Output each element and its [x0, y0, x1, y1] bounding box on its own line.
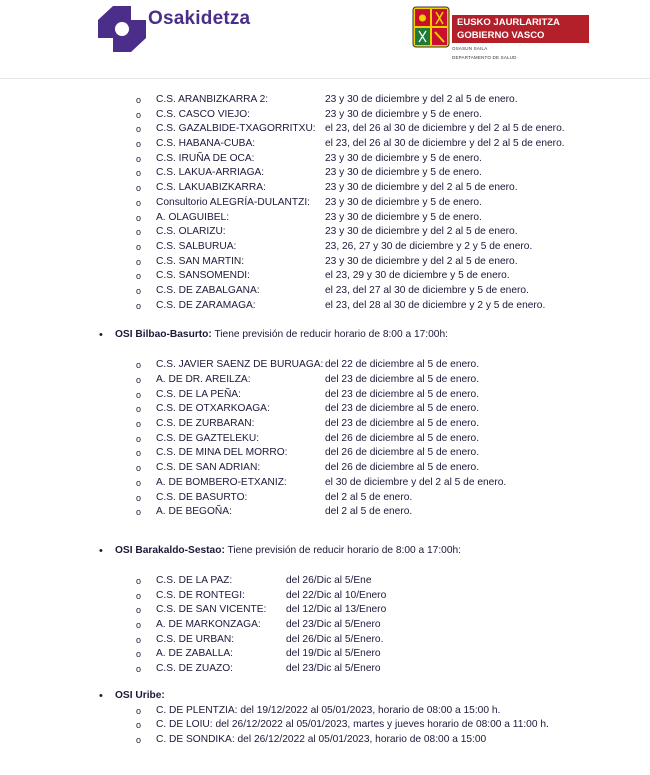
center-name: C.S. LAKUABIZKARRA:: [156, 182, 266, 194]
center-dates: del 2 al 5 de enero.: [325, 491, 413, 503]
center-dates: del 26 de diciembre al 5 de enero.: [325, 462, 480, 474]
center-name: C.S. HABANA-CUBA:: [156, 138, 256, 150]
circle-bullet-icon: o: [136, 241, 142, 252]
center-name: A. DE ZABALLA:: [156, 648, 234, 660]
dept-line-2: DEPARTAMENTO DE SALUD: [452, 55, 517, 60]
center-dates: 23 y 30 de diciembre y 5 de enero.: [325, 108, 482, 120]
list-item: [0, 402, 650, 417]
list-item: [0, 181, 650, 196]
center-name: C.S. DE URBAN:: [156, 633, 235, 645]
circle-bullet-icon: o: [136, 705, 142, 716]
list-item: [0, 432, 650, 447]
document-body: [0, 93, 650, 748]
section-title: OSI Uribe:: [115, 689, 165, 701]
center-name: C.S. OLARIZU:: [156, 226, 226, 238]
circle-bullet-icon: o: [136, 575, 142, 586]
circle-bullet-icon: o: [136, 168, 142, 179]
list-item: [0, 269, 650, 284]
center-dates: el 23, del 26 al 30 de diciembre y del 2 al 5 de enero.: [325, 123, 565, 135]
list-item: [0, 152, 650, 167]
center-dates: el 23, del 26 al 30 de diciembre y del 2 al 5 de enero.: [325, 138, 565, 150]
group-araba-list: [0, 93, 650, 313]
list-item: [0, 491, 650, 506]
gov-line-2: GOBIERNO VASCO: [457, 30, 545, 41]
center-name: C.S. DE LA PAZ:: [156, 574, 233, 586]
government-banner: [452, 15, 589, 43]
page-header: [0, 0, 650, 80]
center-dates: del 26 de diciembre al 5 de enero.: [325, 447, 480, 459]
center-name: A. DE DR. AREILZA:: [156, 374, 251, 385]
list-item: [0, 589, 650, 604]
list-item: [0, 603, 650, 618]
list-item: [0, 618, 650, 633]
list-item: [0, 93, 650, 108]
circle-bullet-icon: o: [136, 492, 142, 503]
center-dates: 23 y 30 de diciembre y 5 de enero.: [325, 211, 482, 223]
list-item: [0, 417, 650, 432]
list-item: [0, 718, 650, 733]
list-item: [0, 704, 650, 719]
circle-bullet-icon: o: [136, 720, 142, 731]
center-name: C.S. DE LA PEÑA:: [156, 388, 241, 400]
list-item: [0, 211, 650, 226]
list-item: [0, 166, 650, 181]
section-bilbao-basurto: [0, 328, 650, 343]
circle-bullet-icon: o: [136, 271, 142, 282]
circle-bullet-icon: o: [136, 183, 142, 194]
list-item: [0, 388, 650, 403]
center-name: C.S. SAN MARTIN:: [156, 255, 245, 267]
center-name: C.S. SANSOMENDI:: [156, 270, 250, 282]
circle-bullet-icon: o: [136, 375, 142, 385]
center-dates: del 22/Dic al 10/Enero: [286, 589, 387, 601]
center-name: C.S. LAKUA-ARRIAGA:: [156, 167, 265, 179]
list-item: [0, 137, 650, 152]
circle-bullet-icon: o: [136, 433, 142, 444]
center-dates: 23 y 30 de diciembre y 5 de enero.: [325, 152, 482, 164]
center-dates: el 30 de diciembre y del 2 al 5 de enero.: [325, 476, 507, 488]
dept-line-1: OSASUN SAILA: [452, 46, 488, 51]
circle-bullet-icon: o: [136, 124, 142, 135]
center-dates: el 23, del 28 al 30 de diciembre y 2 y 5 de enero.: [325, 299, 546, 311]
center-name: C.S. IRUÑA DE OCA:: [156, 152, 255, 164]
center-dates: del 23 de diciembre al 5 de enero.: [325, 403, 480, 415]
section-title: OSI Barakaldo-Sestao:: [115, 544, 225, 556]
circle-bullet-icon: o: [136, 590, 142, 601]
item-text: C. DE LOIU: del 26/12/2022 al 05/01/2023, martes y jueves horario de 08:00 a 11:00 h.: [156, 719, 549, 731]
center-dates: 23 y 30 de diciembre y 5 de enero.: [325, 167, 482, 179]
list-item: [0, 647, 650, 662]
center-name: Consultorio ALEGRÍA-DULANTZI:: [156, 196, 310, 208]
list-item: [0, 446, 650, 461]
circle-bullet-icon: o: [136, 507, 142, 518]
bullet-icon: •: [99, 329, 103, 342]
gov-line-1: EUSKO JAURLARITZA: [457, 17, 560, 28]
center-name: C.S. JAVIER SAENZ DE BURUAGA:: [156, 359, 324, 371]
center-name: C.S. DE GAZTELEKU:: [156, 432, 260, 444]
circle-bullet-icon: o: [136, 664, 142, 674]
circle-bullet-icon: o: [136, 404, 142, 415]
circle-bullet-icon: o: [136, 634, 142, 645]
center-dates: 23 y 30 de diciembre y 5 de enero.: [325, 196, 482, 208]
circle-bullet-icon: o: [136, 197, 142, 208]
group-bilbao-list: [0, 358, 650, 520]
circle-bullet-icon: o: [136, 477, 142, 488]
center-name: C.S. DE BASURTO:: [156, 491, 248, 503]
group-barakaldo-list: [0, 574, 650, 677]
list-item: [0, 373, 650, 388]
center-name: C.S. SALBURUA:: [156, 240, 237, 252]
circle-bullet-icon: o: [136, 212, 142, 223]
circle-bullet-icon: o: [136, 419, 142, 430]
list-item: [0, 196, 650, 211]
center-dates: 23 y 30 de diciembre y del 2 al 5 de enero.: [325, 94, 518, 105]
center-dates: del 26 de diciembre al 5 de enero.: [325, 432, 480, 444]
center-dates: del 26/Dic al 5/Ene: [286, 574, 372, 586]
circle-bullet-icon: o: [136, 463, 142, 474]
list-item: [0, 574, 650, 589]
list-item: [0, 476, 650, 491]
center-name: C.S. CASCO VIEJO:: [156, 108, 250, 120]
circle-bullet-icon: o: [136, 605, 142, 616]
center-name: C.S. DE OTXARKOAGA:: [156, 403, 270, 415]
bullet-icon: •: [99, 689, 103, 702]
circle-bullet-icon: o: [136, 360, 142, 371]
center-dates: 23 y 30 de diciembre y del 2 al 5 de enero.: [325, 226, 518, 238]
header-divider: [0, 78, 650, 79]
list-item: [0, 662, 650, 677]
circle-bullet-icon: o: [136, 227, 142, 238]
center-dates: del 12/Dic al 13/Enero: [286, 604, 387, 616]
center-name: C.S. DE ZABALGANA:: [156, 284, 260, 296]
osakidetza-cross-icon: [98, 6, 146, 52]
circle-bullet-icon: o: [136, 285, 142, 296]
center-dates: 23 y 30 de diciembre y del 2 al 5 de enero.: [325, 182, 518, 194]
coat-of-arms-icon: [412, 6, 450, 48]
center-name: C.S. ARANBIZKARRA 2:: [156, 94, 269, 105]
list-item: [0, 299, 650, 314]
center-name: A. DE MARKONZAGA:: [156, 618, 261, 630]
center-name: A. OLAGUIBEL:: [156, 211, 230, 223]
brand-name: Osakidetza: [148, 8, 251, 29]
circle-bullet-icon: o: [136, 153, 142, 164]
list-item: [0, 505, 650, 520]
group-uribe-list: [0, 704, 650, 748]
section-barakaldo-sestao: [0, 544, 650, 559]
list-item: [0, 358, 650, 373]
center-dates: del 19/Dic al 5/Enero: [286, 648, 381, 660]
center-dates: 23 y 30 de diciembre y del 2 al 5 de enero.: [325, 255, 518, 267]
item-text: C. DE PLENTZIA: del 19/12/2022 al 05/01/2023, horario de 08:00 a 15:00 h.: [156, 704, 501, 716]
center-dates: el 23, del 27 al 30 de diciembre y 5 de enero.: [325, 284, 529, 296]
center-name: C.S. DE SAN ADRIAN:: [156, 462, 261, 474]
section-desc: Tiene previsión de reducir horario de 8:00 a 17:00h:: [224, 544, 462, 556]
circle-bullet-icon: o: [136, 735, 142, 746]
item-text: C. DE SONDIKA: del 26/12/2022 al 05/01/2023, horario de 08:00 a 15:00: [156, 734, 487, 746]
list-item: [0, 461, 650, 476]
list-item: [0, 122, 650, 137]
center-dates: 23, 26, 27 y 30 de diciembre y 2 y 5 de enero.: [325, 240, 533, 252]
section-uribe: [0, 689, 650, 704]
center-name: C.S. DE ZUAZO:: [156, 663, 233, 674]
center-dates: del 23 de diciembre al 5 de enero.: [325, 418, 480, 430]
list-item: [0, 240, 650, 255]
circle-bullet-icon: o: [136, 619, 142, 630]
center-name: A. DE BEGOÑA:: [156, 506, 232, 518]
circle-bullet-icon: o: [136, 389, 142, 400]
center-dates: del 23 de diciembre al 5 de enero.: [325, 374, 480, 385]
center-name: A. DE BOMBERO-ETXANIZ:: [156, 476, 287, 488]
circle-bullet-icon: o: [136, 448, 142, 459]
bullet-icon: •: [99, 544, 103, 557]
list-item: [0, 284, 650, 299]
center-name: C.S. DE RONTEGI:: [156, 589, 245, 601]
center-name: C.S. DE SAN VICENTE:: [156, 604, 267, 616]
list-item: [0, 225, 650, 240]
list-item: [0, 108, 650, 123]
center-name: C.S. GAZALBIDE-TXAGORRITXU:: [156, 123, 316, 135]
circle-bullet-icon: o: [136, 256, 142, 267]
list-item: [0, 633, 650, 648]
center-name: C.S. DE MINA DEL MORRO:: [156, 447, 288, 459]
circle-bullet-icon: o: [136, 649, 142, 660]
center-dates: del 23/Dic al 5/Enero: [286, 663, 381, 674]
center-dates: el 23, 29 y 30 de diciembre y 5 de enero.: [325, 270, 510, 282]
center-name: C.S. DE ZURBARAN:: [156, 418, 255, 430]
center-dates: del 23/Dic al 5/Enero: [286, 618, 381, 630]
list-item: [0, 255, 650, 270]
center-dates: del 23 de diciembre al 5 de enero.: [325, 388, 480, 400]
circle-bullet-icon: o: [136, 300, 142, 311]
center-name: C.S. DE ZARAMAGA:: [156, 299, 256, 311]
circle-bullet-icon: o: [136, 95, 142, 105]
center-dates: del 26/Dic al 5/Enero.: [286, 633, 384, 645]
circle-bullet-icon: o: [136, 109, 142, 120]
list-item: [0, 733, 650, 748]
center-dates: del 22 de diciembre al 5 de enero.: [325, 359, 480, 371]
center-dates: del 2 al 5 de enero.: [325, 506, 413, 518]
section-desc: Tiene previsión de reducir horario de 8:00 a 17:00h:: [211, 329, 448, 341]
section-title: OSI Bilbao-Basurto:: [115, 329, 212, 341]
circle-bullet-icon: o: [136, 139, 142, 150]
